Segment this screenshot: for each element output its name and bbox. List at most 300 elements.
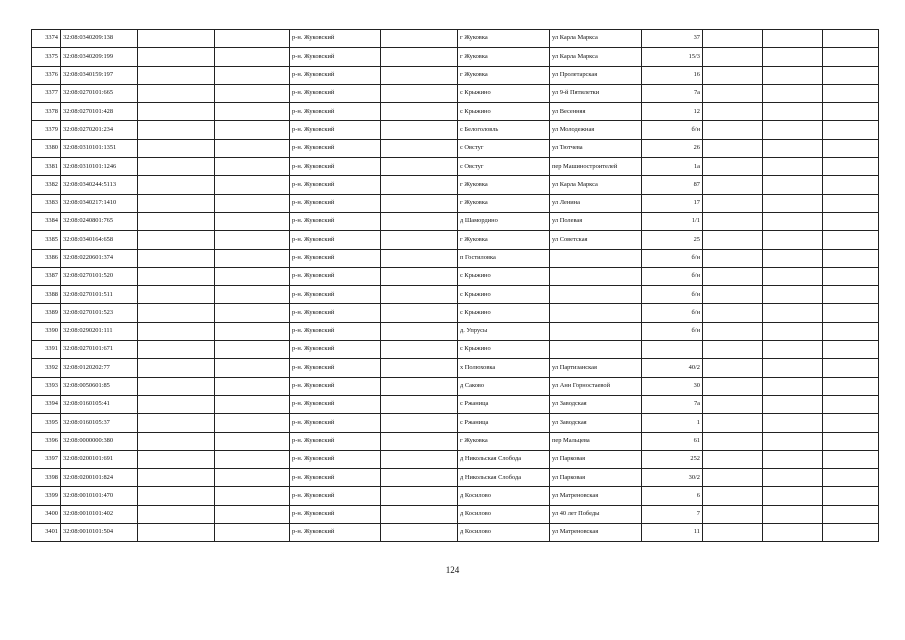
table-row — [32, 505, 879, 523]
cell-empty-col-3 — [138, 121, 215, 139]
cell-empty-col-6 — [381, 212, 458, 230]
cell-empty-col-11 — [763, 66, 823, 84]
cell-street: ул Карла Маркса — [550, 30, 642, 48]
table-row — [32, 158, 879, 176]
cell-empty-col-11 — [763, 139, 823, 157]
table-row — [32, 469, 879, 487]
table-body — [32, 30, 879, 542]
cell-house-number: б/н — [642, 304, 703, 322]
cell-row-number: 3401 — [32, 524, 61, 542]
table-row — [32, 432, 879, 450]
cell-street: ул Карла Маркса — [550, 48, 642, 66]
cell-empty-col-4 — [215, 359, 290, 377]
cell-empty-col-3 — [138, 66, 215, 84]
cell-empty-col-12 — [823, 524, 879, 542]
table-row — [32, 48, 879, 66]
cell-house-number — [642, 341, 703, 359]
cell-empty-col-11 — [763, 359, 823, 377]
cell-cadastral-number: 32:08:0310101:1246 — [61, 158, 138, 176]
cell-street: ул Молодежная — [550, 121, 642, 139]
cell-empty-col-6 — [381, 304, 458, 322]
cell-empty-col-3 — [138, 48, 215, 66]
cell-settlement: г Жуковка — [458, 66, 550, 84]
cell-district: р-н. Жуковский — [290, 231, 381, 249]
cell-house-number: 15/3 — [642, 48, 703, 66]
cell-empty-col-6 — [381, 322, 458, 340]
cell-empty-col-12 — [823, 450, 879, 468]
cell-empty-col-6 — [381, 194, 458, 212]
cell-settlement: г Жуковка — [458, 194, 550, 212]
cell-cadastral-number: 32:08:0340164:658 — [61, 231, 138, 249]
cell-row-number: 3395 — [32, 414, 61, 432]
cell-settlement: с Крыжино — [458, 304, 550, 322]
cell-empty-col-3 — [138, 359, 215, 377]
cell-house-number: 1/1 — [642, 212, 703, 230]
cell-empty-col-10 — [703, 359, 763, 377]
cell-empty-col-10 — [703, 231, 763, 249]
cell-district: р-н. Жуковский — [290, 194, 381, 212]
cell-settlement: с Овстуг — [458, 139, 550, 157]
cell-settlement: д. Упрусы — [458, 322, 550, 340]
cell-empty-col-11 — [763, 377, 823, 395]
cell-empty-col-6 — [381, 359, 458, 377]
cell-empty-col-3 — [138, 194, 215, 212]
cell-empty-col-4 — [215, 48, 290, 66]
cell-house-number: 16 — [642, 66, 703, 84]
cell-street — [550, 341, 642, 359]
cell-cadastral-number: 32:08:0240801:765 — [61, 212, 138, 230]
cell-settlement: г Жуковка — [458, 231, 550, 249]
cell-empty-col-4 — [215, 432, 290, 450]
cell-row-number: 3379 — [32, 121, 61, 139]
cell-cadastral-number: 32:08:0050601:85 — [61, 377, 138, 395]
cell-empty-col-6 — [381, 66, 458, 84]
table-row — [32, 414, 879, 432]
cell-street: ул Тютчева — [550, 139, 642, 157]
table-row — [32, 322, 879, 340]
cell-street — [550, 249, 642, 267]
cell-settlement: д Саково — [458, 377, 550, 395]
cell-empty-col-4 — [215, 487, 290, 505]
cell-empty-col-3 — [138, 377, 215, 395]
cell-row-number: 3388 — [32, 286, 61, 304]
cell-settlement: п Гостиловка — [458, 249, 550, 267]
cell-empty-col-11 — [763, 84, 823, 102]
cell-empty-col-6 — [381, 524, 458, 542]
cell-street: ул Пролетарская — [550, 66, 642, 84]
cell-settlement: д Косилово — [458, 505, 550, 523]
cell-cadastral-number: 32:08:0010101:470 — [61, 487, 138, 505]
cell-district: р-н. Жуковский — [290, 158, 381, 176]
cell-empty-col-3 — [138, 487, 215, 505]
cell-empty-col-12 — [823, 505, 879, 523]
cell-empty-col-10 — [703, 469, 763, 487]
cell-street — [550, 322, 642, 340]
cell-empty-col-4 — [215, 139, 290, 157]
table-row — [32, 304, 879, 322]
cell-empty-col-6 — [381, 395, 458, 413]
cell-empty-col-12 — [823, 377, 879, 395]
table-row — [32, 267, 879, 285]
cell-empty-col-4 — [215, 231, 290, 249]
cell-district: р-н. Жуковский — [290, 121, 381, 139]
cell-empty-col-3 — [138, 432, 215, 450]
cell-house-number: 7 — [642, 505, 703, 523]
cell-empty-col-12 — [823, 249, 879, 267]
table-row — [32, 30, 879, 48]
cell-empty-col-10 — [703, 304, 763, 322]
table-row — [32, 121, 879, 139]
cell-empty-col-12 — [823, 395, 879, 413]
cell-settlement: с Крыжино — [458, 267, 550, 285]
cell-row-number: 3378 — [32, 103, 61, 121]
cell-cadastral-number: 32:08:0010101:402 — [61, 505, 138, 523]
cell-cadastral-number: 32:08:0000000:380 — [61, 432, 138, 450]
cell-empty-col-3 — [138, 322, 215, 340]
table-row — [32, 194, 879, 212]
cell-district: р-н. Жуковский — [290, 304, 381, 322]
table-row — [32, 395, 879, 413]
cell-row-number: 3380 — [32, 139, 61, 157]
cell-house-number: 17 — [642, 194, 703, 212]
cell-empty-col-3 — [138, 103, 215, 121]
table-row — [32, 84, 879, 102]
cell-house-number: б/н — [642, 286, 703, 304]
cell-empty-col-12 — [823, 30, 879, 48]
cell-empty-col-11 — [763, 524, 823, 542]
cell-empty-col-6 — [381, 231, 458, 249]
cell-empty-col-11 — [763, 231, 823, 249]
cell-street: пер Машиностроителей — [550, 158, 642, 176]
cell-empty-col-10 — [703, 267, 763, 285]
cell-empty-col-6 — [381, 469, 458, 487]
cell-empty-col-3 — [138, 139, 215, 157]
cell-empty-col-3 — [138, 267, 215, 285]
cell-row-number: 3374 — [32, 30, 61, 48]
cell-street: ул Матреновская — [550, 487, 642, 505]
cell-empty-col-4 — [215, 395, 290, 413]
cell-empty-col-11 — [763, 176, 823, 194]
cell-empty-col-4 — [215, 176, 290, 194]
cell-street — [550, 267, 642, 285]
cell-row-number: 3381 — [32, 158, 61, 176]
cell-empty-col-12 — [823, 469, 879, 487]
cell-cadastral-number: 32:08:0270201:234 — [61, 121, 138, 139]
cell-row-number: 3375 — [32, 48, 61, 66]
cell-row-number: 3397 — [32, 450, 61, 468]
cell-empty-col-6 — [381, 30, 458, 48]
cell-empty-col-4 — [215, 505, 290, 523]
cell-cadastral-number: 32:08:0200101:691 — [61, 450, 138, 468]
cell-district: р-н. Жуковский — [290, 84, 381, 102]
cell-settlement: с Крыжино — [458, 286, 550, 304]
cell-empty-col-11 — [763, 304, 823, 322]
cell-empty-col-10 — [703, 212, 763, 230]
table-row — [32, 450, 879, 468]
cell-empty-col-11 — [763, 286, 823, 304]
cell-street: пер Мальцева — [550, 432, 642, 450]
cell-empty-col-10 — [703, 103, 763, 121]
cell-settlement: с Овстуг — [458, 158, 550, 176]
table-row — [32, 286, 879, 304]
cell-empty-col-11 — [763, 194, 823, 212]
cell-street: ул Советская — [550, 231, 642, 249]
cell-empty-col-10 — [703, 505, 763, 523]
table-row — [32, 139, 879, 157]
cell-cadastral-number: 32:08:0010101:504 — [61, 524, 138, 542]
table-row — [32, 212, 879, 230]
cell-house-number: б/н — [642, 121, 703, 139]
cell-empty-col-10 — [703, 139, 763, 157]
cell-empty-col-10 — [703, 66, 763, 84]
cell-house-number: 12 — [642, 103, 703, 121]
cell-empty-col-12 — [823, 121, 879, 139]
cell-settlement: д Косилово — [458, 524, 550, 542]
cell-street — [550, 286, 642, 304]
cell-settlement: с Ржаница — [458, 414, 550, 432]
cell-empty-col-12 — [823, 158, 879, 176]
cell-empty-col-3 — [138, 212, 215, 230]
cell-empty-col-10 — [703, 341, 763, 359]
cell-district: р-н. Жуковский — [290, 341, 381, 359]
cell-empty-col-10 — [703, 84, 763, 102]
cell-district: р-н. Жуковский — [290, 524, 381, 542]
cell-cadastral-number: 32:08:0270101:520 — [61, 267, 138, 285]
cell-settlement: г Жуковка — [458, 30, 550, 48]
table-row — [32, 249, 879, 267]
cell-empty-col-11 — [763, 432, 823, 450]
table-row — [32, 377, 879, 395]
cell-empty-col-6 — [381, 505, 458, 523]
cell-empty-col-12 — [823, 322, 879, 340]
table-row — [32, 176, 879, 194]
cell-district: р-н. Жуковский — [290, 103, 381, 121]
table-row — [32, 66, 879, 84]
cell-cadastral-number: 32:08:0340209:138 — [61, 30, 138, 48]
cell-empty-col-3 — [138, 524, 215, 542]
cell-house-number: 87 — [642, 176, 703, 194]
cell-settlement: г Жуковка — [458, 48, 550, 66]
cell-empty-col-10 — [703, 30, 763, 48]
cell-empty-col-4 — [215, 212, 290, 230]
cell-empty-col-11 — [763, 48, 823, 66]
cell-street — [550, 304, 642, 322]
cell-empty-col-6 — [381, 432, 458, 450]
cell-empty-col-10 — [703, 414, 763, 432]
cell-row-number: 3394 — [32, 395, 61, 413]
cell-house-number: б/н — [642, 249, 703, 267]
cell-empty-col-10 — [703, 158, 763, 176]
cell-street: ул Парковая — [550, 469, 642, 487]
cell-house-number: 11 — [642, 524, 703, 542]
cell-district: р-н. Жуковский — [290, 286, 381, 304]
cell-empty-col-4 — [215, 377, 290, 395]
cell-street: ул 40 лет Победы — [550, 505, 642, 523]
cell-empty-col-4 — [215, 30, 290, 48]
cell-empty-col-10 — [703, 487, 763, 505]
cell-house-number: б/н — [642, 267, 703, 285]
cell-empty-col-12 — [823, 84, 879, 102]
cell-empty-col-4 — [215, 450, 290, 468]
cell-street: ул Карла Маркса — [550, 176, 642, 194]
cell-district: р-н. Жуковский — [290, 249, 381, 267]
cell-empty-col-3 — [138, 450, 215, 468]
cell-empty-col-10 — [703, 432, 763, 450]
cell-empty-col-6 — [381, 377, 458, 395]
cell-empty-col-12 — [823, 212, 879, 230]
cell-empty-col-11 — [763, 212, 823, 230]
cell-empty-col-10 — [703, 395, 763, 413]
cell-empty-col-3 — [138, 286, 215, 304]
cell-empty-col-12 — [823, 359, 879, 377]
cell-settlement: с Белоголовль — [458, 121, 550, 139]
cell-empty-col-12 — [823, 304, 879, 322]
cell-empty-col-12 — [823, 194, 879, 212]
cell-settlement: с Крыжино — [458, 341, 550, 359]
cell-empty-col-10 — [703, 121, 763, 139]
cell-empty-col-3 — [138, 30, 215, 48]
cell-empty-col-6 — [381, 414, 458, 432]
cell-empty-col-6 — [381, 48, 458, 66]
cell-empty-col-12 — [823, 231, 879, 249]
cell-empty-col-11 — [763, 469, 823, 487]
cell-cadastral-number: 32:08:0340217:1410 — [61, 194, 138, 212]
cell-empty-col-6 — [381, 286, 458, 304]
cell-empty-col-11 — [763, 505, 823, 523]
cell-row-number: 3376 — [32, 66, 61, 84]
cell-row-number: 3382 — [32, 176, 61, 194]
cell-row-number: 3393 — [32, 377, 61, 395]
table-row — [32, 524, 879, 542]
cell-empty-col-10 — [703, 377, 763, 395]
cell-street: ул Заводская — [550, 414, 642, 432]
cell-settlement: х Полюховка — [458, 359, 550, 377]
cell-cadastral-number: 32:08:0160105:37 — [61, 414, 138, 432]
cell-house-number: 26 — [642, 139, 703, 157]
cell-empty-col-6 — [381, 487, 458, 505]
cell-district: р-н. Жуковский — [290, 469, 381, 487]
cell-cadastral-number: 32:08:0200101:824 — [61, 469, 138, 487]
cell-settlement: д Шамордино — [458, 212, 550, 230]
cell-district: р-н. Жуковский — [290, 267, 381, 285]
cell-district: р-н. Жуковский — [290, 212, 381, 230]
cell-empty-col-10 — [703, 48, 763, 66]
cell-empty-col-10 — [703, 194, 763, 212]
cell-empty-col-12 — [823, 48, 879, 66]
cell-empty-col-12 — [823, 487, 879, 505]
cell-house-number: 30 — [642, 377, 703, 395]
cell-empty-col-6 — [381, 176, 458, 194]
cell-settlement: д Никольская Слобода — [458, 469, 550, 487]
cell-empty-col-6 — [381, 341, 458, 359]
cell-empty-col-4 — [215, 249, 290, 267]
cell-street: ул Парковая — [550, 450, 642, 468]
cell-empty-col-12 — [823, 286, 879, 304]
cell-empty-col-11 — [763, 121, 823, 139]
cell-empty-col-4 — [215, 322, 290, 340]
cell-empty-col-11 — [763, 103, 823, 121]
cell-empty-col-11 — [763, 341, 823, 359]
cell-empty-col-10 — [703, 322, 763, 340]
cell-house-number: 7а — [642, 84, 703, 102]
cell-row-number: 3396 — [32, 432, 61, 450]
table-row — [32, 487, 879, 505]
cell-empty-col-4 — [215, 194, 290, 212]
cell-row-number: 3392 — [32, 359, 61, 377]
cell-district: р-н. Жуковский — [290, 48, 381, 66]
cell-empty-col-3 — [138, 249, 215, 267]
cell-cadastral-number: 32:08:0270101:523 — [61, 304, 138, 322]
registry-table — [31, 29, 879, 542]
cell-empty-col-4 — [215, 158, 290, 176]
cell-house-number: 252 — [642, 450, 703, 468]
cell-house-number: 30/2 — [642, 469, 703, 487]
cell-empty-col-3 — [138, 469, 215, 487]
cell-district: р-н. Жуковский — [290, 322, 381, 340]
cell-empty-col-12 — [823, 432, 879, 450]
cell-house-number: б/н — [642, 322, 703, 340]
cell-empty-col-12 — [823, 66, 879, 84]
cell-empty-col-12 — [823, 139, 879, 157]
cell-row-number: 3400 — [32, 505, 61, 523]
cell-empty-col-12 — [823, 176, 879, 194]
cell-district: р-н. Жуковский — [290, 487, 381, 505]
cell-cadastral-number: 32:08:0270101:671 — [61, 341, 138, 359]
cell-empty-col-4 — [215, 121, 290, 139]
cell-district: р-н. Жуковский — [290, 176, 381, 194]
cell-empty-col-11 — [763, 487, 823, 505]
cell-district: р-н. Жуковский — [290, 450, 381, 468]
cell-empty-col-3 — [138, 505, 215, 523]
cell-empty-col-11 — [763, 395, 823, 413]
cell-empty-col-11 — [763, 322, 823, 340]
cell-house-number: 6 — [642, 487, 703, 505]
cell-cadastral-number: 32:08:0310101:1351 — [61, 139, 138, 157]
cell-empty-col-4 — [215, 341, 290, 359]
cell-row-number: 3390 — [32, 322, 61, 340]
cell-district: р-н. Жуковский — [290, 377, 381, 395]
table-row — [32, 359, 879, 377]
cell-empty-col-6 — [381, 158, 458, 176]
cell-empty-col-10 — [703, 286, 763, 304]
cell-house-number: 37 — [642, 30, 703, 48]
cell-house-number: 1 — [642, 414, 703, 432]
cell-row-number: 3386 — [32, 249, 61, 267]
cell-empty-col-3 — [138, 304, 215, 322]
cell-empty-col-11 — [763, 158, 823, 176]
cell-empty-col-6 — [381, 139, 458, 157]
cell-empty-col-6 — [381, 121, 458, 139]
cell-cadastral-number: 32:08:0120202:77 — [61, 359, 138, 377]
cell-empty-col-3 — [138, 414, 215, 432]
cell-street: ул Матреновская — [550, 524, 642, 542]
cell-district: р-н. Жуковский — [290, 505, 381, 523]
cell-empty-col-4 — [215, 304, 290, 322]
cell-settlement: с Крыжино — [458, 84, 550, 102]
cell-cadastral-number: 32:08:0290201:111 — [61, 322, 138, 340]
cell-empty-col-12 — [823, 341, 879, 359]
cell-row-number: 3377 — [32, 84, 61, 102]
cell-empty-col-10 — [703, 176, 763, 194]
cell-district: р-н. Жуковский — [290, 432, 381, 450]
cell-empty-col-12 — [823, 267, 879, 285]
cell-settlement: д Косилово — [458, 487, 550, 505]
cell-empty-col-11 — [763, 267, 823, 285]
cell-empty-col-11 — [763, 450, 823, 468]
cell-cadastral-number: 32:08:0220601:374 — [61, 249, 138, 267]
cell-settlement: с Ржаница — [458, 395, 550, 413]
cell-street: ул Ленина — [550, 194, 642, 212]
